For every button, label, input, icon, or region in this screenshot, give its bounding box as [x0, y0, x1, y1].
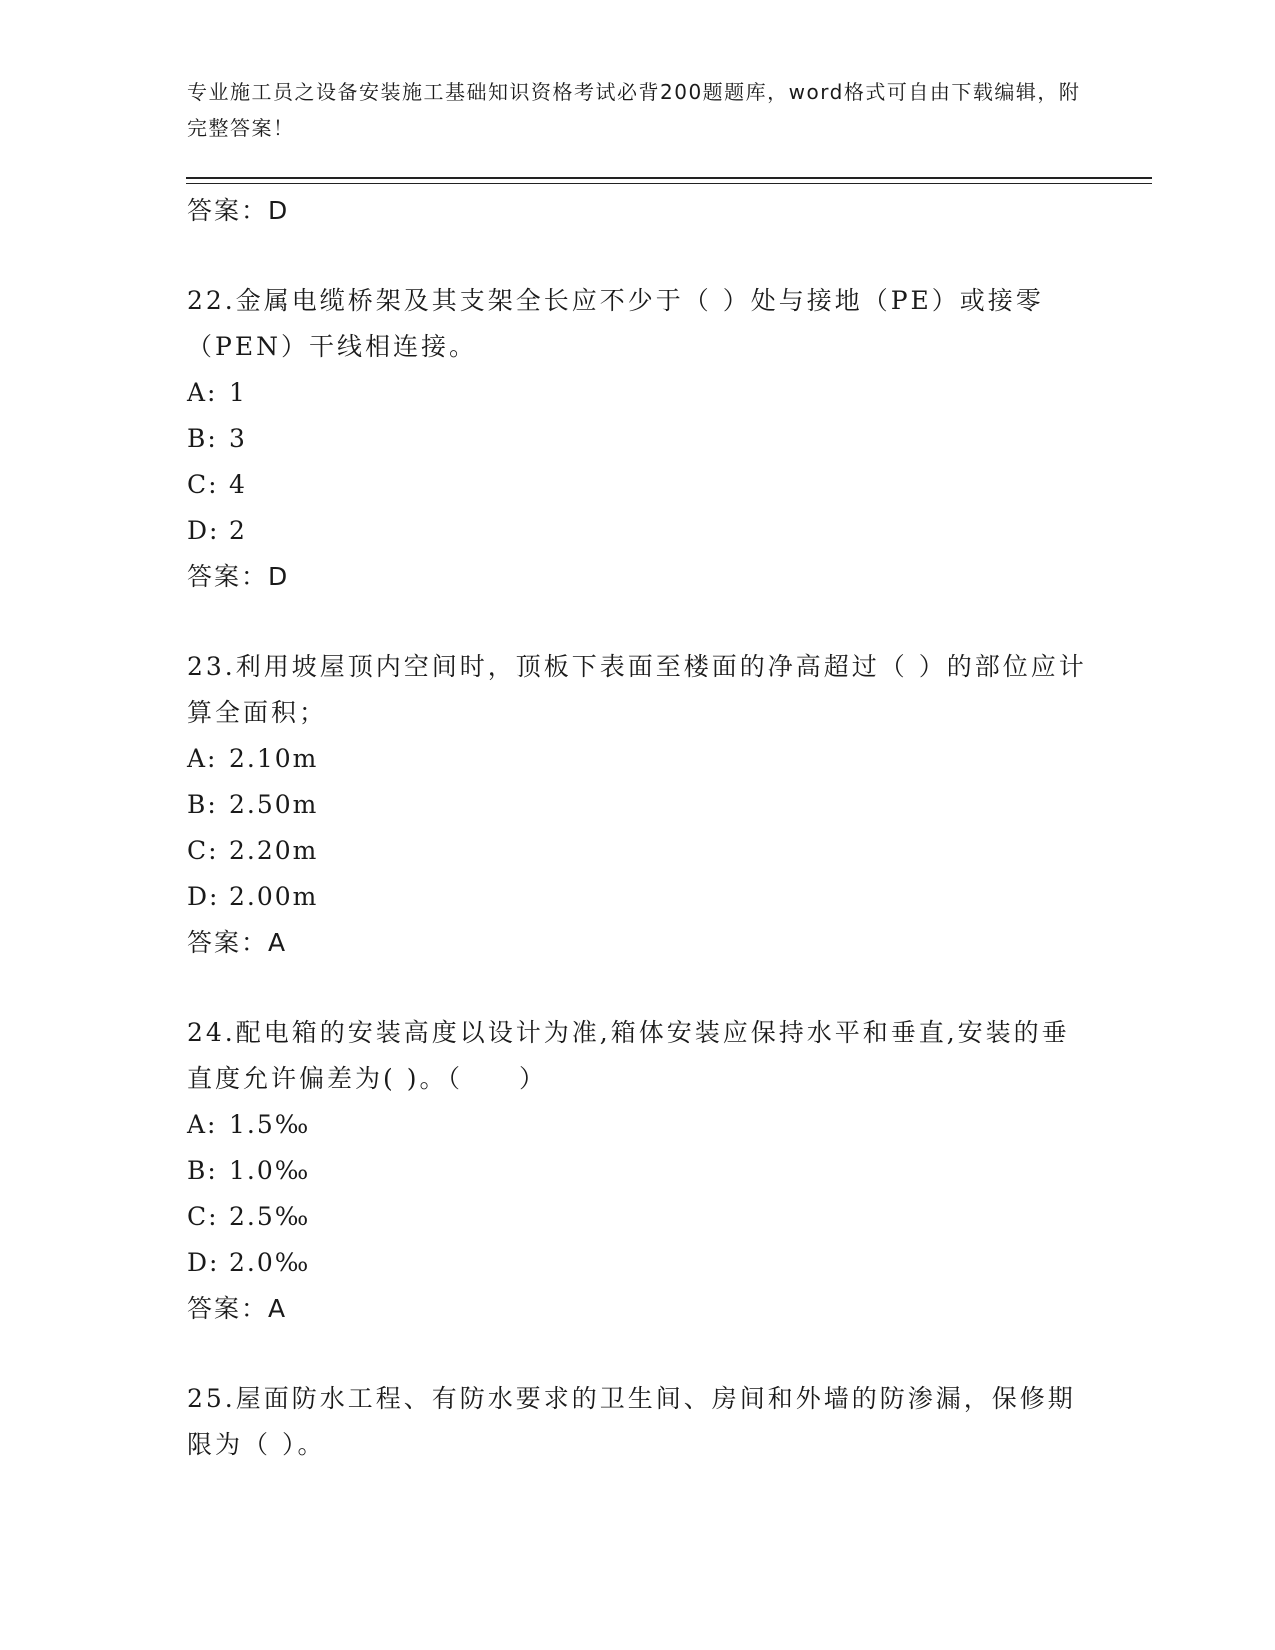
option-b — [187, 416, 1087, 462]
option-text: 2.0‰ — [229, 1248, 311, 1277]
option-key: C: — [187, 470, 219, 499]
header-rule-thick — [186, 177, 1152, 179]
question-stem: 25.屋面防水工程、有防水要求的卫生间、房间和外墙的防渗漏，保修期限为（ ）。 — [187, 1384, 1076, 1459]
option-text: 2.20m — [229, 836, 319, 865]
option-key: A: — [187, 1110, 218, 1139]
option-text: 2.00m — [229, 882, 319, 911]
option-text: 2.50m — [229, 790, 319, 819]
answer-line: 答案：A — [187, 1294, 288, 1323]
header-note: 专业施工员之设备安装施工基础知识资格考试必背200题题库，word格式可自由下载编辑，附完整答案！ — [187, 80, 1081, 140]
option-c — [187, 1194, 1087, 1240]
option-key: D: — [187, 1248, 220, 1277]
option-d — [187, 508, 1087, 554]
option-key: A: — [187, 378, 218, 407]
option-key: C: — [187, 1202, 219, 1231]
option-text: 1.0‰ — [229, 1156, 311, 1185]
option-a — [187, 1102, 1087, 1148]
option-key: A: — [187, 744, 218, 773]
option-key: D: — [187, 516, 220, 545]
question-stem: 23.利用坡屋顶内空间时，顶板下表面至楼面的净高超过（ ）的部位应计算全面积； — [187, 652, 1087, 727]
answer-line: 答案：D — [187, 196, 290, 225]
option-text: 2 — [229, 516, 247, 545]
option-a — [187, 736, 1087, 782]
option-d — [187, 1240, 1087, 1286]
option-a — [187, 370, 1087, 416]
question-stem: 24.配电箱的安装高度以设计为准,箱体安装应保持水平和垂直,安装的垂直度允许偏差为( )。（ ） — [187, 1018, 1070, 1093]
option-b — [187, 782, 1087, 828]
option-key: B: — [187, 424, 218, 453]
question-23 — [187, 644, 1087, 966]
option-key: C: — [187, 836, 219, 865]
option-c — [187, 828, 1087, 874]
option-text: 1.5‰ — [229, 1110, 311, 1139]
option-text: 3 — [229, 424, 247, 453]
option-key: B: — [187, 790, 218, 819]
option-text: 4 — [229, 470, 247, 499]
question-22 — [187, 278, 1087, 600]
header-rule-thin — [186, 183, 1152, 184]
question-24 — [187, 1010, 1087, 1332]
question-stem: 22.金属电缆桥架及其支架全长应不少于（ ）处与接地（PE）或接零（PEN）干线相连接。 — [187, 286, 1044, 361]
question-list — [187, 188, 1087, 1468]
option-c — [187, 462, 1087, 508]
option-key: D: — [187, 882, 220, 911]
option-text: 2.5‰ — [229, 1202, 311, 1231]
answer-line: 答案：A — [187, 928, 288, 957]
option-b — [187, 1148, 1087, 1194]
option-text: 1 — [229, 378, 247, 407]
answer-line: 答案：D — [187, 562, 290, 591]
question-25 — [187, 1376, 1087, 1468]
option-d — [187, 874, 1087, 920]
option-key: B: — [187, 1156, 218, 1185]
option-text: 2.10m — [229, 744, 319, 773]
